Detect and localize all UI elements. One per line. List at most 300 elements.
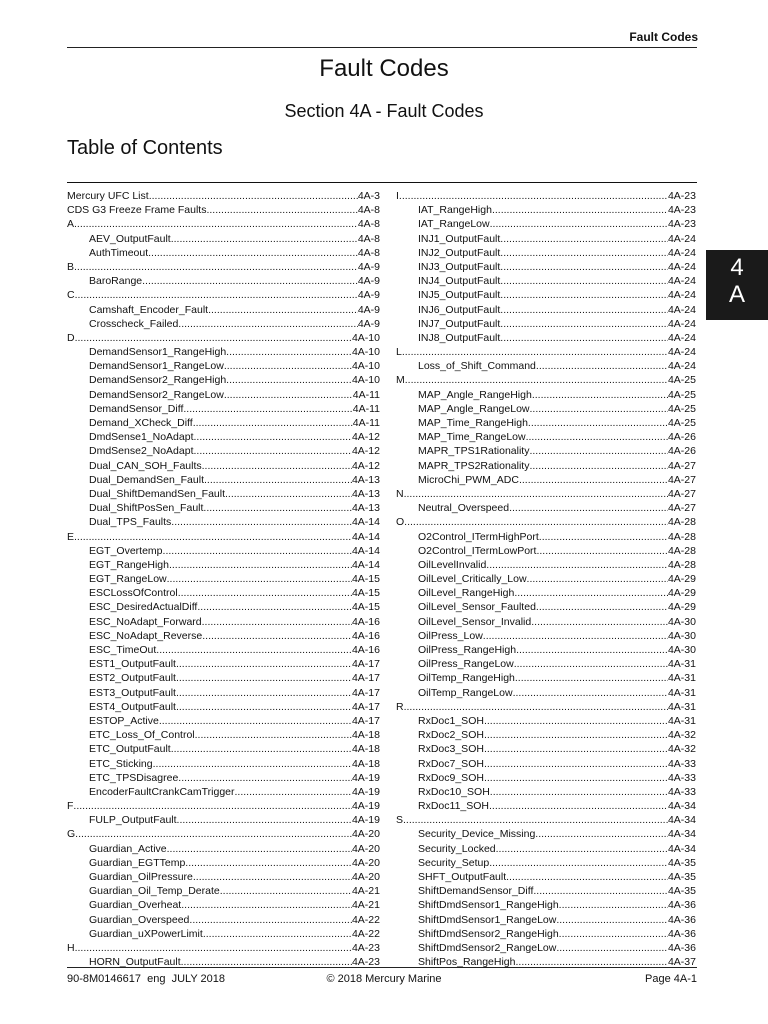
toc-entry-label: AuthTimeout [89, 246, 149, 259]
toc-entry-label: DemandSensor2_RangeHigh [89, 374, 227, 387]
toc-entry-label: H [67, 941, 75, 954]
toc-entry[interactable] [67, 487, 380, 501]
toc-entry-page: 4A-13 [351, 487, 380, 500]
toc-dot-leader [75, 827, 352, 841]
toc-entry-page: 4A-27 [667, 459, 696, 472]
toc-dot-leader [496, 842, 668, 856]
toc-entry-label: E [67, 530, 75, 543]
toc-entry-label: Dual_DemandSen_Fault [89, 473, 204, 486]
toc-entry[interactable] [396, 714, 696, 728]
toc-entry-label: FULP_OutputFault [89, 814, 177, 827]
toc-entry[interactable] [396, 444, 696, 458]
footer-page-number: Page 4A-1 [645, 973, 697, 985]
toc-entry-label: OilPress_RangeHigh [418, 644, 517, 656]
toc-entry-page: 4A-22 [351, 927, 380, 940]
toc-entry-label: MicroChi_PWM_ADC [418, 473, 519, 486]
toc-entry-page: 4A-11 [352, 388, 380, 401]
toc-dot-leader [75, 288, 358, 302]
toc-entry-label: RxDoc3_SOH [418, 743, 484, 756]
toc-entry-label: HORN_OutputFault [89, 956, 181, 969]
toc-dot-leader [535, 827, 668, 841]
toc-entry-label: OilLevel_RangeHigh [418, 587, 515, 600]
toc-entry-page: 4A-10 [351, 374, 380, 387]
toc-dot-leader [176, 671, 352, 685]
toc-dot-leader [484, 757, 668, 771]
toc-dot-leader [159, 714, 352, 728]
toc-entry[interactable] [67, 303, 380, 317]
toc-entry[interactable] [396, 473, 696, 487]
toc-entry-page: 4A-15 [351, 601, 380, 614]
toc-entry[interactable] [67, 558, 380, 572]
toc-entry[interactable] [396, 530, 696, 544]
toc-letter-heading[interactable] [67, 189, 380, 203]
toc-dot-leader [500, 288, 668, 302]
toc-entry[interactable] [396, 586, 696, 600]
toc-entry-page: 4A-24 [667, 346, 696, 359]
toc-entry-page: 4A-28 [667, 544, 696, 557]
toc-dot-leader [142, 274, 358, 288]
toc-dot-leader [486, 558, 668, 572]
toc-entry-label: OilPress_RangeLow [418, 658, 514, 671]
toc-dot-leader [171, 742, 352, 756]
toc-dot-leader [484, 771, 668, 785]
toc-dot-leader [539, 530, 668, 544]
toc-entry-page: 4A-16 [351, 644, 380, 656]
toc-entry[interactable] [67, 700, 380, 714]
toc-entry-page: 4A-31 [667, 672, 696, 685]
toc-heading: Table of Contents [67, 137, 223, 159]
toc-entry-label: ETC_Sticking [89, 757, 153, 770]
toc-entry[interactable] [396, 359, 696, 373]
toc-entry-label: ESCLossOfControl [89, 587, 178, 600]
toc-entry[interactable] [67, 274, 380, 288]
toc-entry-page: 4A-31 [667, 658, 696, 671]
toc-entry-label: EGT_Overtemp [89, 544, 163, 557]
toc-dot-leader [202, 615, 352, 629]
toc-entry-label: Security_Locked [418, 842, 496, 855]
toc-entry[interactable] [67, 373, 380, 387]
toc-entry-page: 4A-21 [351, 885, 380, 898]
toc-entry-page: 4A-32 [667, 743, 696, 756]
toc-dot-leader [490, 217, 668, 231]
toc-entry-page: 4A-34 [667, 800, 696, 813]
toc-entry-label: Guardian_Overheat [89, 899, 182, 912]
toc-entry[interactable] [396, 870, 696, 884]
toc-dot-leader [489, 856, 668, 870]
toc-dot-leader [536, 544, 668, 558]
toc-entry[interactable] [67, 572, 380, 586]
toc-entry-label: EST1_OutputFault [89, 658, 176, 671]
toc-entry-page: 4A-36 [667, 927, 696, 940]
toc-entry-label: F [67, 800, 74, 813]
toc-entry[interactable] [396, 501, 696, 515]
toc-entry[interactable] [396, 615, 696, 629]
toc-dot-leader [399, 189, 668, 203]
toc-dot-leader [516, 643, 668, 657]
toc-dot-leader [489, 799, 668, 813]
toc-entry[interactable] [67, 671, 380, 685]
toc-letter-heading[interactable] [67, 217, 380, 231]
toc-entry-page: 4A-14 [351, 516, 380, 529]
toc-entry-label: ShiftDmdSensor1_RangeHigh [418, 899, 559, 912]
toc-letter-heading[interactable] [67, 288, 380, 302]
toc-entry-label: Mercury UFC List [67, 190, 149, 202]
toc-dot-leader [204, 473, 352, 487]
toc-dot-leader [235, 785, 352, 799]
toc-entry-label: ShiftDmdSensor1_RangeLow [418, 913, 557, 926]
toc-entry[interactable] [396, 558, 696, 572]
toc-entry-label: DemandSensor_Diff [89, 402, 184, 415]
toc-entry-label: Dual_ShiftPosSen_Fault [89, 502, 204, 515]
toc-entry-page: 4A-13 [351, 473, 380, 486]
toc-entry[interactable] [396, 260, 696, 274]
toc-entry-page: 4A-20 [351, 871, 380, 883]
toc-entry-page: 4A-35 [667, 871, 696, 883]
toc-dot-leader [533, 884, 668, 898]
toc-entry-label: S [396, 814, 404, 827]
toc-entry-label: MAP_Angle_RangeHigh [418, 388, 532, 401]
toc-entry-page: 4A-33 [667, 771, 696, 784]
toc-letter-heading[interactable] [396, 487, 696, 501]
toc-entry[interactable] [396, 217, 696, 231]
toc-entry-page: 4A-30 [667, 644, 696, 656]
toc-entry[interactable] [396, 771, 696, 785]
toc-entry-label: DemandSensor2_RangeLow [89, 388, 224, 401]
toc-entry[interactable] [67, 444, 380, 458]
toc-entry[interactable] [67, 473, 380, 487]
toc-entry-label: M [396, 374, 405, 387]
toc-entry-page: 4A-12 [351, 459, 380, 472]
toc-entry[interactable] [396, 572, 696, 586]
toc-entry-page: 4A-34 [667, 814, 696, 827]
toc-entry[interactable] [396, 629, 696, 643]
toc-entry-page: 4A-29 [667, 601, 696, 614]
toc-entry-label: ESC_NoAdapt_Reverse [89, 629, 203, 642]
toc-entry-label: Guardian_Active [89, 842, 167, 855]
toc-dot-leader [225, 487, 352, 501]
toc-entry-page: 4A-23 [351, 941, 380, 954]
toc-letter-heading[interactable] [396, 189, 696, 203]
toc-entry-label: B [67, 260, 75, 273]
toc-entry[interactable] [67, 742, 380, 756]
toc-entry-page: 4A-10 [351, 360, 380, 373]
toc-entry[interactable] [67, 813, 380, 827]
toc-dot-leader [75, 941, 352, 955]
toc-entry-label: Security_Setup [418, 856, 490, 869]
toc-dot-leader [530, 402, 668, 416]
toc-entry[interactable] [67, 870, 380, 884]
toc-dot-leader [185, 856, 352, 870]
section-tab-letter: A [728, 281, 745, 308]
toc-dot-leader [183, 402, 352, 416]
toc-entry[interactable] [396, 303, 696, 317]
toc-entry-page: 4A-26 [667, 431, 696, 444]
toc-entry[interactable] [67, 757, 380, 771]
toc-entry[interactable] [396, 827, 696, 841]
toc-letter-heading[interactable] [67, 530, 380, 544]
toc-letter-heading[interactable] [396, 515, 696, 529]
toc-entry[interactable] [396, 246, 696, 260]
toc-dot-leader [500, 317, 668, 331]
toc-entry[interactable] [396, 757, 696, 771]
toc-entry-label: MAP_Time_RangeLow [418, 431, 526, 444]
toc-entry[interactable] [67, 430, 380, 444]
toc-entry[interactable] [396, 799, 696, 813]
toc-entry[interactable] [396, 288, 696, 302]
toc-entry[interactable] [67, 913, 380, 927]
toc-entry-label: OilTemp_RangeHigh [418, 672, 515, 685]
toc-entry[interactable] [396, 884, 696, 898]
toc-entry-page: 4A-11 [352, 417, 380, 429]
toc-entry-label: RxDoc9_SOH [418, 771, 484, 784]
toc-entry[interactable] [396, 232, 696, 246]
toc-dot-leader [226, 345, 352, 359]
toc-entry[interactable] [396, 785, 696, 799]
toc-entry-label: INJ4_OutputFault [418, 275, 501, 288]
toc-entry-page: 4A-9 [357, 303, 380, 316]
toc-entry-label: ETC_OutputFault [89, 743, 171, 756]
toc-entry-label: Loss_of_Shift_Command [418, 360, 536, 373]
toc-entry[interactable] [67, 898, 380, 912]
toc-dot-leader [529, 444, 668, 458]
toc-entry-label: SHFT_OutputFault [418, 871, 507, 883]
toc-dot-leader [208, 303, 358, 317]
toc-entry-label: RxDoc7_SOH [418, 757, 484, 770]
toc-entry-page: 4A-36 [667, 913, 696, 926]
toc-entry-label: Camshaft_Encoder_Fault [89, 303, 209, 316]
toc-dot-leader [203, 927, 352, 941]
toc-dot-leader [526, 430, 668, 444]
toc-entry[interactable] [396, 388, 696, 402]
toc-dot-leader [506, 870, 668, 884]
toc-entry[interactable] [67, 771, 380, 785]
toc-entry[interactable] [67, 246, 380, 260]
toc-entry[interactable] [396, 842, 696, 856]
toc-rule [67, 182, 697, 183]
toc-letter-heading[interactable] [396, 813, 696, 827]
toc-entry-page: 4A-25 [667, 402, 696, 415]
toc-dot-leader [405, 373, 668, 387]
toc-entry-label: CDS G3 Freeze Frame Faults [67, 204, 207, 217]
toc-dot-leader [74, 260, 358, 274]
toc-letter-heading[interactable] [67, 827, 380, 841]
toc-entry[interactable] [67, 501, 380, 515]
toc-dot-leader [169, 558, 352, 572]
toc-entry[interactable] [396, 416, 696, 430]
toc-dot-leader [500, 260, 668, 274]
toc-entry[interactable] [396, 898, 696, 912]
toc-dot-leader [206, 203, 357, 217]
toc-entry[interactable] [396, 544, 696, 558]
toc-dot-leader [220, 884, 352, 898]
toc-dot-leader [484, 728, 668, 742]
toc-entry-page: 4A-9 [357, 317, 380, 330]
toc-entry-page: 4A-28 [667, 530, 696, 543]
toc-entry[interactable] [67, 714, 380, 728]
toc-entry-page: 4A-19 [351, 785, 380, 798]
toc-entry[interactable] [396, 941, 696, 955]
toc-entry[interactable] [396, 203, 696, 217]
toc-entry-page: 4A-17 [351, 658, 380, 671]
toc-entry-label: ESC_TimeOut [89, 644, 157, 656]
toc-dot-leader [404, 487, 668, 501]
toc-dot-leader [559, 927, 668, 941]
toc-entry[interactable] [67, 345, 380, 359]
toc-entry-page: 4A-34 [667, 842, 696, 855]
toc-entry-label: MAP_Angle_RangeLow [418, 402, 530, 415]
toc-entry[interactable] [396, 317, 696, 331]
toc-letter-heading[interactable] [396, 373, 696, 387]
toc-entry[interactable] [396, 274, 696, 288]
footer-copyright: © 2018 Mercury Marine [326, 973, 442, 985]
toc-entry[interactable] [67, 388, 380, 402]
toc-entry-page: 4A-17 [351, 714, 380, 727]
toc-entry-page: 4A-24 [667, 232, 696, 245]
toc-entry[interactable] [396, 402, 696, 416]
toc-entry-page: 4A-12 [351, 431, 380, 444]
toc-letter-heading[interactable] [67, 331, 380, 345]
toc-dot-leader [224, 388, 353, 402]
toc-entry[interactable] [67, 785, 380, 799]
toc-dot-leader [559, 898, 668, 912]
toc-entry-page: 4A-24 [667, 303, 696, 316]
toc-entry-label: C [67, 289, 75, 302]
toc-entry[interactable] [396, 657, 696, 671]
toc-entry-page: 4A-14 [351, 544, 380, 557]
toc-entry-label: ShiftPos_RangeHigh [418, 956, 516, 969]
toc-entry[interactable] [396, 459, 696, 473]
toc-entry-label: O2Control_ITermHighPort [418, 530, 539, 543]
toc-entry[interactable] [67, 629, 380, 643]
toc-dot-leader [193, 870, 352, 884]
toc-entry[interactable] [67, 856, 380, 870]
toc-entry-page: 4A-29 [667, 573, 696, 586]
toc-letter-heading[interactable] [67, 203, 380, 217]
toc-entry[interactable] [67, 657, 380, 671]
toc-letter-heading[interactable] [396, 700, 696, 714]
toc-entry-page: 4A-24 [667, 360, 696, 373]
toc-entry[interactable] [396, 742, 696, 756]
toc-dot-leader [556, 941, 668, 955]
toc-entry-label: OilLevel_Sensor_Invalid [418, 615, 532, 628]
toc-entry[interactable] [396, 686, 696, 700]
toc-entry-page: 4A-3 [357, 190, 380, 202]
toc-entry[interactable] [396, 331, 696, 345]
toc-letter-heading[interactable] [67, 941, 380, 955]
toc-entry[interactable] [67, 232, 380, 246]
toc-entry-page: 4A-21 [351, 899, 380, 912]
toc-dot-leader [167, 842, 352, 856]
toc-entry[interactable] [396, 913, 696, 927]
toc-entry-page: 4A-24 [667, 331, 696, 344]
toc-dot-leader [73, 799, 352, 813]
toc-entry-label: A [67, 218, 75, 231]
toc-entry[interactable] [67, 615, 380, 629]
toc-entry[interactable] [67, 459, 380, 473]
toc-entry[interactable] [67, 686, 380, 700]
toc-entry[interactable] [67, 402, 380, 416]
toc-dot-leader [404, 700, 668, 714]
toc-entry-label: INJ3_OutputFault [418, 260, 501, 273]
toc-entry-page: 4A-37 [667, 956, 696, 969]
toc-entry-page: 4A-25 [667, 374, 696, 387]
toc-entry-page: 4A-18 [351, 729, 380, 742]
toc-dot-leader [556, 913, 668, 927]
toc-dot-leader [500, 232, 668, 246]
toc-dot-leader [193, 444, 351, 458]
toc-entry[interactable] [67, 643, 380, 657]
toc-letter-heading[interactable] [67, 799, 380, 813]
toc-entry-page: 4A-24 [667, 317, 696, 330]
toc-entry[interactable] [67, 842, 380, 856]
toc-entry[interactable] [67, 359, 380, 373]
toc-entry-label: ShiftDmdSensor2_RangeHigh [418, 927, 559, 940]
toc-entry-label: L [396, 346, 402, 359]
toc-entry[interactable] [396, 728, 696, 742]
page-title: Fault Codes [319, 55, 449, 82]
toc-entry-label: Guardian_EGTTemp [89, 856, 186, 869]
toc-entry-label: EST3_OutputFault [89, 686, 176, 699]
toc-dot-leader [527, 572, 668, 586]
toc-entry-label: INJ6_OutputFault [418, 303, 501, 316]
toc-entry-label: DmdSense2_NoAdapt [89, 445, 194, 458]
toc-dot-leader [529, 459, 668, 473]
toc-entry[interactable] [67, 600, 380, 614]
toc-entry-label: G [67, 828, 76, 841]
toc-entry-page: 4A-25 [667, 388, 696, 401]
toc-entry[interactable] [67, 884, 380, 898]
toc-entry[interactable] [396, 600, 696, 614]
toc-entry[interactable] [67, 586, 380, 600]
toc-entry-page: 4A-16 [351, 629, 380, 642]
toc-entry-page: 4A-11 [352, 402, 380, 415]
toc-entry[interactable] [67, 515, 380, 529]
toc-letter-heading[interactable] [396, 345, 696, 359]
toc-dot-leader [484, 714, 668, 728]
toc-dot-leader [178, 771, 352, 785]
toc-entry-page: 4A-10 [351, 346, 380, 359]
toc-entry[interactable] [396, 430, 696, 444]
toc-entry[interactable] [396, 643, 696, 657]
toc-entry[interactable] [396, 856, 696, 870]
toc-entry[interactable] [67, 927, 380, 941]
toc-entry-page: 4A-19 [351, 800, 380, 813]
toc-letter-heading[interactable] [67, 260, 380, 274]
toc-entry-label: MAPR_TPS1Rationality [418, 445, 530, 458]
toc-dot-leader [167, 572, 352, 586]
toc-dot-leader [224, 359, 352, 373]
toc-entry-page: 4A-24 [667, 275, 696, 288]
toc-entry[interactable] [67, 416, 380, 430]
toc-dot-leader [492, 203, 668, 217]
toc-dot-leader [148, 246, 358, 260]
toc-entry[interactable] [396, 671, 696, 685]
toc-entry-label: O [396, 516, 405, 529]
toc-entry[interactable] [67, 728, 380, 742]
toc-entry-page: 4A-27 [667, 487, 696, 500]
toc-entry-page: 4A-30 [667, 615, 696, 628]
toc-entry-page: 4A-31 [667, 714, 696, 727]
toc-dot-leader [203, 501, 352, 515]
toc-entry-label: R [396, 700, 404, 713]
toc-entry[interactable] [396, 927, 696, 941]
toc-entry[interactable] [67, 544, 380, 558]
toc-dot-leader [75, 331, 352, 345]
toc-entry[interactable] [67, 317, 380, 331]
toc-entry-page: 4A-27 [667, 502, 696, 515]
toc-entry-label: AEV_OutputFault [89, 232, 171, 245]
toc-entry-page: 4A-23 [667, 204, 696, 217]
